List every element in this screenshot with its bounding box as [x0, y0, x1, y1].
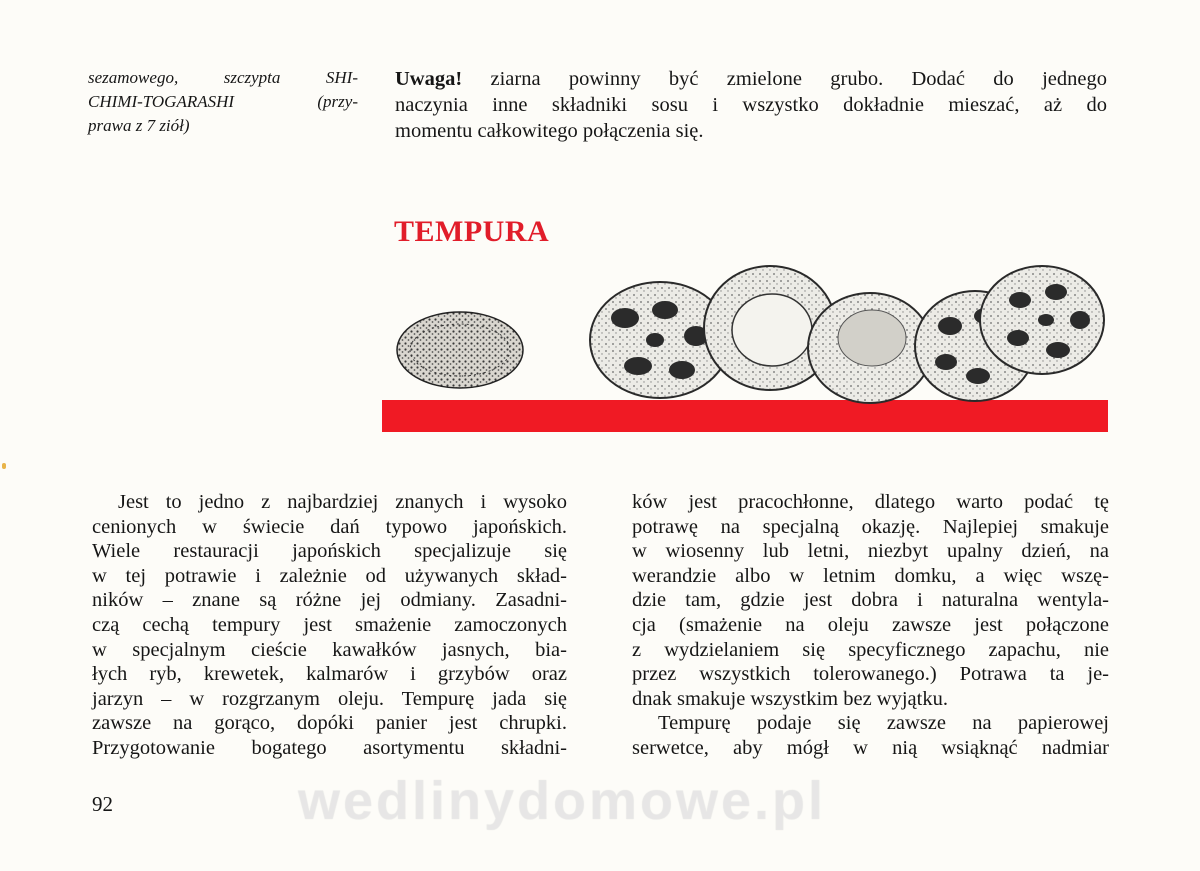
stray-ink-mark	[2, 463, 6, 469]
side-note-line: sezamowego, szczypta SHI-	[88, 68, 358, 87]
text-line: cja (smażenie na oleju zawsze jest połączone	[632, 613, 1109, 636]
note-label: Uwaga!	[395, 68, 463, 90]
text-line: dzie tam, gdzie jest dobra i naturalna wentyla-	[632, 589, 1109, 612]
text-line: Przygotowanie bogatego asortymentu składni-	[92, 736, 567, 759]
text-line: Tempurę podaje się zawsze na papierowej	[658, 712, 1109, 735]
text-line: jarzyn – w rozgrzanym oleju. Tempurę jada się	[92, 687, 567, 710]
text-column-right	[632, 490, 1109, 761]
note-line: momentu całkowitego połączenia się.	[395, 120, 704, 142]
text-line: w specjalnym cieście kawałków jasnych, bia-	[92, 638, 567, 661]
watermark: wedlinydomowe.pl	[298, 771, 827, 831]
text-line: w tej potrawie i zależnie od używanych skład-	[92, 564, 567, 587]
text-line: serwetce, aby mógł w nią wsiąknąć nadmiar	[632, 736, 1109, 759]
text-line: Jest to jedno z najbardziej znanych i wysoko	[118, 491, 567, 513]
text-line: łych ryb, krewetek, kalmarów i grzybów oraz	[92, 663, 567, 686]
text-line: werandzie albo w letnim domku, a więc wszę-	[632, 564, 1109, 587]
text-line: przez wszystkich tolerowanego.) Potrawa ta je-	[632, 663, 1109, 686]
text-column-left	[92, 490, 567, 761]
text-line: ków jest pracochłonne, dlatego warto podać tę	[632, 491, 1109, 513]
side-note-line: CHIMI-TOGARASHI (przy-	[88, 92, 358, 111]
text-line: Wiele restauracji japońskich specjalizuje się	[92, 540, 567, 563]
side-note-line: prawa z 7 ziół)	[88, 116, 190, 135]
text-line: ników – znane są różne jej odmiany. Zasadni-	[92, 589, 567, 612]
note-line: naczynia inne składniki sosu i wszystko dokładnie mieszać, aż do	[395, 94, 1107, 116]
recipe-title: TEMPURA	[394, 215, 550, 248]
mushroom-slice-icon	[397, 312, 523, 388]
note-line-text: ziarna powinny być zmielone grubo. Dodać do jednego	[462, 68, 1107, 90]
text-line: cenionych w świecie dań typowo japońskich.	[92, 515, 567, 538]
lotus-root-slice-icon	[980, 266, 1104, 374]
note-line	[395, 66, 1107, 92]
text-line: potrawę na specjalną okazję. Najlepiej smakuje	[632, 515, 1109, 538]
text-line: zawsze na gorąco, dopóki panier jest chrupki.	[92, 712, 567, 735]
note-paragraph	[395, 66, 1107, 144]
tempura-illustration	[380, 258, 1110, 438]
mushroom-slice-icon	[808, 293, 932, 403]
side-note	[88, 66, 358, 138]
text-line: z wydzielaniem się specyficznego zapachu, nie	[632, 638, 1109, 661]
text-line: dnak smakuje wszystkim bez wyjątku.	[632, 687, 948, 710]
text-line: w wiosenny lub letni, niezbyt upalny dzień, na	[632, 540, 1109, 563]
red-band	[382, 400, 1108, 432]
text-line: czą cechą tempury jest smażenie zamoczonych	[92, 613, 567, 636]
page-number: 92	[92, 792, 113, 816]
